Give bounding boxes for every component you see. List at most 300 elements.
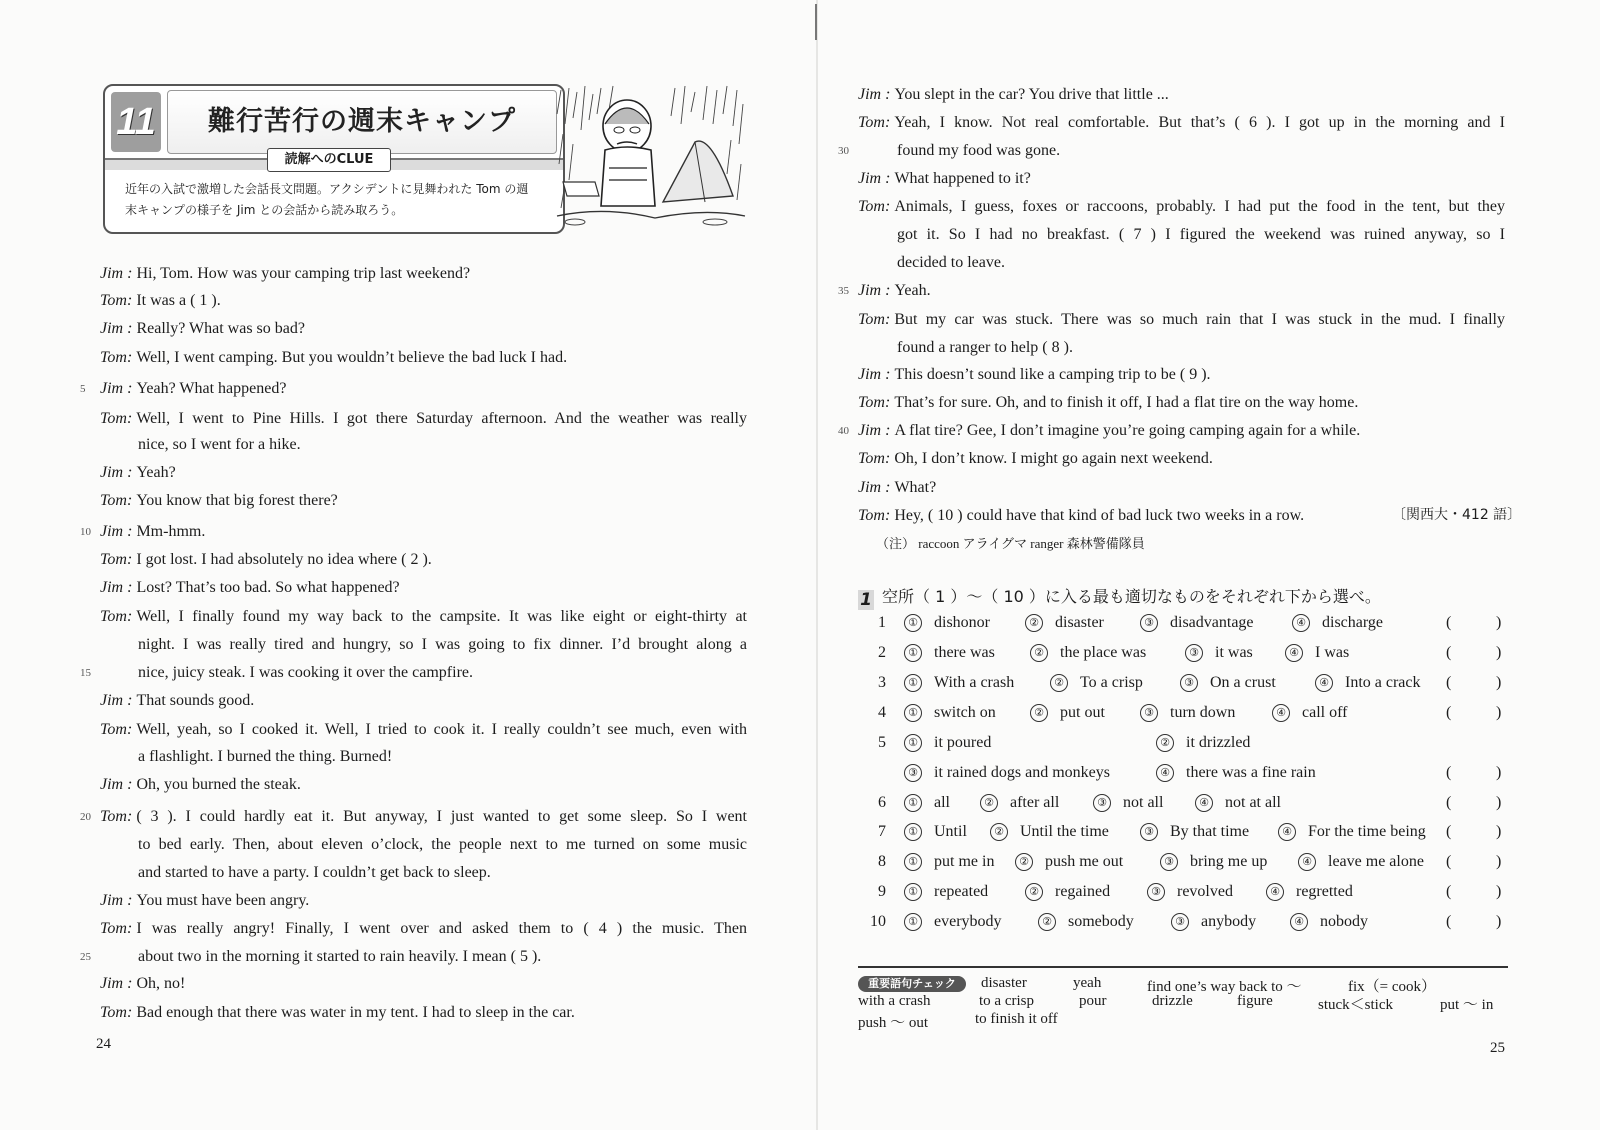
choice-marker: ② [1015, 853, 1033, 871]
dialogue-line [100, 577, 400, 599]
question-item-number: 9 [878, 883, 886, 900]
vocab-label: 重要語句チェック [858, 976, 966, 992]
dialogue-line [138, 662, 473, 684]
dialogue-line [100, 490, 338, 512]
choice-marker: ① [904, 644, 922, 662]
dialogue-line [100, 973, 185, 995]
option-text: somebody [1068, 913, 1134, 930]
clue-text-line: 末キャンプの様子を Jim との会話から読み取ろう。 [125, 203, 404, 217]
option-text: disaster [1055, 614, 1104, 631]
choice-marker: ④ [1272, 704, 1290, 722]
chapter-number: 11 [111, 92, 161, 152]
choice-marker: ② [1038, 913, 1056, 931]
answer-option[interactable] [1093, 791, 1163, 815]
dialogue-line [100, 462, 176, 484]
source-citation: 〔関西大・412 語〕 [1392, 507, 1522, 523]
dialogue-line [100, 378, 286, 400]
line-number: 20 [80, 811, 91, 823]
answer-option[interactable] [1156, 761, 1316, 785]
clue-text-line: 近年の入試で激増した会話長文問題。アクシデントに見舞われた Tom の週 [125, 182, 529, 196]
book-gutter [816, 0, 818, 1130]
answer-blank-open: ( [1446, 644, 1452, 661]
answer-option[interactable] [904, 761, 1110, 785]
character-body [601, 147, 655, 206]
dialogue-text: Hi, Tom. How was your camping trip last weekend? [136, 265, 471, 282]
dialogue-text: nice, juicy steak. I was cooking it over the campfire. [138, 664, 473, 681]
choice-marker: ③ [1185, 644, 1203, 662]
speaker-label: Jim : [100, 380, 133, 397]
dialogue-text: Well, I went to Pine Hills. I got there Saturday afternoon. And the weather was really [136, 410, 747, 427]
dialogue-line [138, 834, 747, 856]
speaker-label: Jim : [858, 282, 891, 299]
answer-option[interactable] [1030, 641, 1146, 665]
answer-option[interactable] [1030, 701, 1105, 725]
choice-marker: ③ [1140, 823, 1158, 841]
dialogue-text: It was a ( 1 ). [136, 292, 221, 309]
dialogue-text: What happened to it? [894, 170, 1031, 187]
answer-blank-close: ) [1496, 614, 1502, 631]
answer-option[interactable] [1025, 611, 1104, 635]
answer-option[interactable] [1015, 850, 1123, 874]
choice-marker: ④ [1195, 794, 1213, 812]
dialogue-line [858, 196, 1505, 218]
option-text: all [934, 794, 950, 811]
dialogue-text: That sounds good. [136, 692, 255, 709]
answer-option[interactable] [904, 731, 991, 755]
option-text: put me in [934, 853, 995, 870]
choice-marker: ④ [1298, 853, 1316, 871]
speaker-label: Tom: [100, 1004, 133, 1021]
page-number-left: 24 [96, 1036, 111, 1052]
option-text: Into a crack [1345, 674, 1421, 691]
answer-blank-open: ( [1446, 913, 1452, 930]
option-text: it rained dogs and monkeys [934, 764, 1110, 781]
dialogue-text: A flat tire? Gee, I don’t imagine you’re going camping again for a while. [894, 422, 1361, 439]
answer-option[interactable] [1171, 910, 1256, 934]
dialogue-line [100, 347, 567, 369]
gutter-mark [815, 4, 817, 40]
dialogue-line [138, 946, 541, 968]
answer-option[interactable] [904, 850, 994, 874]
option-text: repeated [934, 883, 989, 900]
dialogue-line [858, 448, 1213, 470]
answer-blank-open: ( [1446, 794, 1452, 811]
option-text: By that time [1170, 823, 1250, 840]
dialogue-line [100, 521, 205, 543]
dialogue-text: found my food was gone. [897, 142, 1061, 159]
question-item-number: 8 [878, 853, 886, 870]
speaker-label: Tom: [858, 507, 891, 524]
speaker-label: Tom: [100, 492, 133, 509]
answer-option[interactable] [904, 701, 996, 725]
answer-blank-close: ) [1496, 704, 1502, 721]
choice-marker: ③ [1180, 674, 1198, 692]
answer-option[interactable] [980, 791, 1059, 815]
option-text: turn down [1170, 704, 1236, 721]
choice-marker: ① [904, 674, 922, 692]
dialogue-text: Bad enough that there was water in my tent. I had to sleep in the car. [136, 1004, 575, 1021]
dialogue-line [138, 434, 301, 456]
vocab-item: fix（= cook） [1348, 979, 1437, 995]
dialogue-text: Mm-hmm. [136, 523, 206, 540]
dialogue-text: a flashlight. I burned the thing. Burned! [138, 748, 393, 765]
line-number: 35 [838, 285, 849, 297]
option-text: On a crust [1210, 674, 1276, 691]
option-text: discharge [1322, 614, 1384, 631]
choice-marker: ② [1030, 644, 1048, 662]
dialogue-text: to bed early. Then, about eleven o’clock, the people next to me turned on some music [138, 836, 747, 853]
dialogue-text: nice, so I went for a hike. [138, 436, 301, 453]
option-text: there was a fine rain [1186, 764, 1316, 781]
choice-marker: ③ [1147, 883, 1165, 901]
dialogue-text: found a ranger to help ( 8 ). [897, 339, 1073, 356]
speaker-label: Jim : [858, 479, 891, 496]
choice-marker: ② [1025, 883, 1043, 901]
dialogue-text: You know that big forest there? [136, 492, 338, 509]
speaker-label: Tom: [100, 551, 133, 568]
answer-option[interactable] [1185, 641, 1253, 665]
dialogue-text: Yeah. [894, 282, 931, 299]
answer-option[interactable] [904, 671, 1014, 695]
answer-option[interactable] [1160, 850, 1267, 874]
choice-marker: ① [904, 853, 922, 871]
option-text: push me out [1045, 853, 1124, 870]
option-text: it poured [934, 734, 992, 751]
dialogue-text: ( 3 ). I could hardly eat it. But anyway, I just wanted to get some sleep. So I went [136, 808, 747, 825]
answer-option[interactable] [1298, 850, 1424, 874]
answer-blank-close: ) [1496, 823, 1502, 840]
dialogue-line [897, 224, 1505, 246]
option-text: after all [1010, 794, 1060, 811]
answer-option[interactable] [1050, 671, 1143, 695]
speaker-label: Tom: [858, 198, 891, 215]
vocab-divider [858, 966, 1508, 968]
dialogue-text: Oh, no! [136, 975, 186, 992]
question-heading [858, 584, 1381, 610]
answer-option[interactable] [1140, 820, 1249, 844]
dialogue-text: Well, yeah, so I cooked it. Well, I tried to cook it. I really couldn’t see much, even with [136, 721, 747, 738]
puddle [557, 211, 745, 218]
answer-blank-open: ( [1446, 614, 1452, 631]
line-number: 10 [80, 526, 91, 538]
dialogue-line [100, 1002, 575, 1024]
choice-marker: ④ [1156, 764, 1174, 782]
dialogue-text: Lost? That’s too bad. So what happened? [136, 579, 400, 596]
choice-marker: ③ [1140, 704, 1158, 722]
dialogue-line [897, 337, 1073, 359]
dialogue-line [858, 84, 1169, 106]
dialogue-text: You slept in the car? You drive that little ... [894, 86, 1169, 103]
dialogue-text: You must have been angry. [136, 892, 310, 909]
answer-option[interactable] [1025, 880, 1110, 904]
dialogue-text: Animals, I guess, foxes or raccoons, probably. I had put the food in the tent, but they [894, 198, 1505, 215]
speaker-label: Jim : [100, 320, 133, 337]
answer-option[interactable] [1285, 641, 1349, 665]
answer-blank-close: ) [1496, 644, 1502, 661]
dialogue-text: Hey, ( 10 ) could have that kind of bad luck two weeks in a row. [894, 507, 1305, 524]
line-number: 5 [80, 383, 86, 395]
speaker-label: Jim : [100, 579, 133, 596]
question-item-number: 5 [878, 734, 886, 751]
option-text: regained [1055, 883, 1111, 900]
clue-text [125, 179, 545, 221]
dialogue-text: got it. So I had no breakfast. ( 7 ) I figured the weekend was ruined anyway, so I [897, 226, 1505, 243]
dialogue-text: Well, I finally found my way back to the campsite. It was like eight or eight-thirty at [136, 608, 747, 625]
speaker-label: Tom: [100, 608, 133, 625]
answer-blank-open: ( [1446, 853, 1452, 870]
question-item-number: 7 [878, 823, 886, 840]
dialogue-line [858, 477, 936, 499]
answer-option[interactable] [1292, 611, 1383, 635]
dialogue-line [138, 862, 491, 884]
vocab-item: to finish it off [975, 1011, 1058, 1027]
chapter-header [103, 84, 565, 234]
line-number: 25 [80, 951, 91, 963]
option-text: bring me up [1190, 853, 1268, 870]
vocab-item: pour [1079, 993, 1107, 1009]
answer-option[interactable] [1195, 791, 1281, 815]
dialogue-line [100, 690, 254, 712]
dialogue-text: and started to have a party. I couldn’t get back to sleep. [138, 864, 491, 881]
dialogue-line [858, 505, 1304, 527]
option-text: revolved [1177, 883, 1233, 900]
choice-marker: ③ [1171, 913, 1189, 931]
choice-marker: ① [904, 883, 922, 901]
answer-option[interactable] [904, 910, 1002, 934]
speaker-label: Jim : [100, 892, 133, 909]
answer-blank-open: ( [1446, 674, 1452, 691]
choice-marker: ③ [1093, 794, 1111, 812]
choice-marker: ④ [1285, 644, 1303, 662]
choice-marker: ④ [1292, 614, 1310, 632]
dialogue-line [138, 634, 747, 656]
option-text: disadvantage [1170, 614, 1254, 631]
speaker-label: Tom: [858, 114, 891, 131]
speaker-label: Jim : [100, 523, 133, 540]
dialogue-line [100, 549, 432, 571]
line-number: 40 [838, 425, 849, 437]
speaker-label: Tom: [100, 808, 133, 825]
answer-blank-close: ) [1496, 764, 1502, 781]
chapter-title-band [167, 90, 557, 154]
dialogue-line [100, 263, 470, 285]
dialogue-line [100, 606, 747, 628]
dialogue-line [897, 252, 1005, 274]
answer-option[interactable] [1180, 671, 1276, 695]
dialogue-line [100, 408, 747, 430]
line-number: 30 [838, 145, 849, 157]
vocab-item: put 〜 in [1440, 997, 1494, 1013]
speaker-label: Tom: [100, 292, 133, 309]
choice-marker: ① [904, 614, 922, 632]
line-number: 15 [80, 667, 91, 679]
dialogue-text: Yeah, I know. Not real comfortable. But that’s ( 6 ). I got up in the morning and I [894, 114, 1505, 131]
dialogue-text: Oh, you burned the steak. [136, 776, 301, 793]
speaker-label: Tom: [100, 920, 133, 937]
speaker-label: Jim : [858, 170, 891, 187]
dialogue-line [100, 290, 221, 312]
dialogue-text: Yeah? [136, 464, 176, 481]
answer-option[interactable] [1147, 880, 1233, 904]
dialogue-line [138, 746, 392, 768]
question-item-number: 4 [878, 704, 886, 721]
page-number-right: 25 [1490, 1040, 1505, 1056]
clue-label: 読解へのCLUE [267, 148, 391, 172]
vocab-item: yeah [1073, 975, 1102, 991]
speaker-label: Jim : [100, 692, 133, 709]
dialogue-text: decided to leave. [897, 254, 1005, 271]
answer-option[interactable] [1272, 701, 1347, 725]
answer-option[interactable] [904, 820, 967, 844]
choice-marker: ② [990, 823, 1008, 841]
dialogue-line [100, 918, 747, 940]
question-item-number: 10 [870, 913, 886, 930]
question-number: 1 [858, 590, 874, 610]
vocab-item: figure [1237, 993, 1273, 1009]
dialogue-line [858, 420, 1360, 442]
answer-blank-open: ( [1446, 883, 1452, 900]
dialogue-text: I got lost. I had absolutely no idea where ( 2 ). [136, 551, 432, 568]
speaker-label: Tom: [858, 394, 891, 411]
question-item-number: 2 [878, 644, 886, 661]
choice-marker: ① [904, 823, 922, 841]
vocabulary-note: （注） raccoon アライグマ ranger 森林警備隊員 [876, 536, 1145, 551]
option-text: Until [934, 823, 967, 840]
dialogue-line [100, 774, 301, 796]
option-text: For the time being [1308, 823, 1426, 840]
speaker-label: Jim : [858, 366, 891, 383]
dialogue-text: about two in the morning it started to rain heavily. I mean ( 5 ). [138, 948, 542, 965]
speaker-label: Jim : [100, 265, 133, 282]
answer-option[interactable] [1140, 611, 1254, 635]
choice-marker: ② [1050, 674, 1068, 692]
vocab-item: drizzle [1152, 993, 1193, 1009]
option-text: Until the time [1020, 823, 1109, 840]
option-text: not at all [1225, 794, 1281, 811]
option-text: regretted [1296, 883, 1353, 900]
question-item-number: 6 [878, 794, 886, 811]
dialogue-line [100, 890, 309, 912]
dialogue-text: Well, I went camping. But you wouldn’t believe the bad luck I had. [136, 349, 568, 366]
answer-blank-close: ) [1496, 674, 1502, 691]
choice-marker: ④ [1266, 883, 1284, 901]
option-text: With a crash [934, 674, 1015, 691]
speaker-label: Tom: [100, 410, 133, 427]
choice-marker: ④ [1278, 823, 1296, 841]
dialogue-text: That’s for sure. Oh, and to finish it off, I had a flat tire on the way home. [894, 394, 1359, 411]
chapter-title: 難行苦行の週末キャンプ [208, 106, 516, 137]
dialogue-text: I was really angry! Finally, I went over and asked them to ( 4 ) the music. Then [136, 920, 747, 937]
choice-marker: ② [1030, 704, 1048, 722]
dialogue-text: night. I was really tired and hungry, so I was going to fix dinner. I’d brought along a [138, 636, 747, 653]
option-text: switch on [934, 704, 996, 721]
tent [663, 141, 733, 202]
speaker-label: Tom: [858, 450, 891, 467]
speaker-label: Jim : [858, 422, 891, 439]
option-text: I was [1315, 644, 1350, 661]
vocab-item: to a crisp [979, 993, 1034, 1009]
speaker-label: Jim : [858, 86, 891, 103]
dialogue-line [858, 309, 1505, 331]
option-text: To a crisp [1080, 674, 1143, 691]
table [563, 182, 599, 196]
dialogue-text: Really? What was so bad? [136, 320, 305, 337]
answer-option[interactable] [1140, 701, 1235, 725]
speaker-label: Jim : [100, 464, 133, 481]
answer-option[interactable] [904, 880, 988, 904]
option-text: everybody [934, 913, 1002, 930]
choice-marker: ① [904, 704, 922, 722]
question-item-number: 3 [878, 674, 886, 691]
option-text: it was [1215, 644, 1253, 661]
vocab-item: find one’s way back to 〜 [1147, 979, 1302, 995]
answer-option[interactable] [904, 611, 990, 635]
option-text: there was [934, 644, 995, 661]
choice-marker: ① [904, 794, 922, 812]
choice-marker: ③ [904, 764, 922, 782]
answer-option[interactable] [1038, 910, 1134, 934]
option-text: dishonor [934, 614, 990, 631]
option-text: call off [1302, 704, 1348, 721]
speaker-label: Jim : [100, 975, 133, 992]
answer-blank-close: ) [1496, 883, 1502, 900]
speaker-label: Jim : [100, 776, 133, 793]
answer-blank-close: ) [1496, 794, 1502, 811]
answer-blank-close: ) [1496, 853, 1502, 870]
choice-marker: ② [980, 794, 998, 812]
answer-option[interactable] [904, 791, 950, 815]
answer-option[interactable] [990, 820, 1109, 844]
answer-blank-open: ( [1446, 764, 1452, 781]
dialogue-text: This doesn’t sound like a camping trip to be ( 9 ). [894, 366, 1211, 383]
dialogue-text: But my car was stuck. There was so much rain that I was stuck in the mud. I finally [894, 311, 1505, 328]
option-text: nobody [1320, 913, 1368, 930]
choice-marker: ① [904, 734, 922, 752]
vocab-item: with a crash [858, 993, 931, 1009]
dialogue-line [100, 719, 747, 741]
answer-option[interactable] [1156, 731, 1250, 755]
dialogue-line [858, 364, 1211, 386]
dialogue-text: Oh, I don’t know. I might go again next weekend. [894, 450, 1213, 467]
answer-option[interactable] [1290, 910, 1368, 934]
choice-marker: ② [1025, 614, 1043, 632]
option-text: put out [1060, 704, 1105, 721]
choice-marker: ③ [1160, 853, 1178, 871]
option-text: anybody [1201, 913, 1257, 930]
question-item-number: 1 [878, 614, 886, 631]
choice-marker: ④ [1290, 913, 1308, 931]
choice-marker: ③ [1140, 614, 1158, 632]
answer-option[interactable] [1315, 671, 1421, 695]
choice-marker: ① [904, 913, 922, 931]
vocab-item: push 〜 out [858, 1015, 929, 1031]
dialogue-line [858, 392, 1358, 414]
answer-option[interactable] [1278, 820, 1426, 844]
answer-blank-open: ( [1446, 704, 1452, 721]
dialogue-text: Yeah? What happened? [136, 380, 287, 397]
answer-option[interactable] [1266, 880, 1353, 904]
dialogue-line [858, 280, 931, 302]
dialogue-text: What? [894, 479, 937, 496]
speaker-label: Tom: [100, 349, 133, 366]
choice-marker: ② [1156, 734, 1174, 752]
dialogue-line [858, 168, 1031, 190]
answer-option[interactable] [904, 641, 995, 665]
question-instruction: 空所（ 1 ）〜（ 10 ）に入る最も適切なものをそれぞれ下から選べ。 [882, 587, 1381, 606]
option-text: the place was [1060, 644, 1147, 661]
dialogue-line [858, 112, 1505, 134]
vocab-item: disaster [981, 975, 1027, 991]
